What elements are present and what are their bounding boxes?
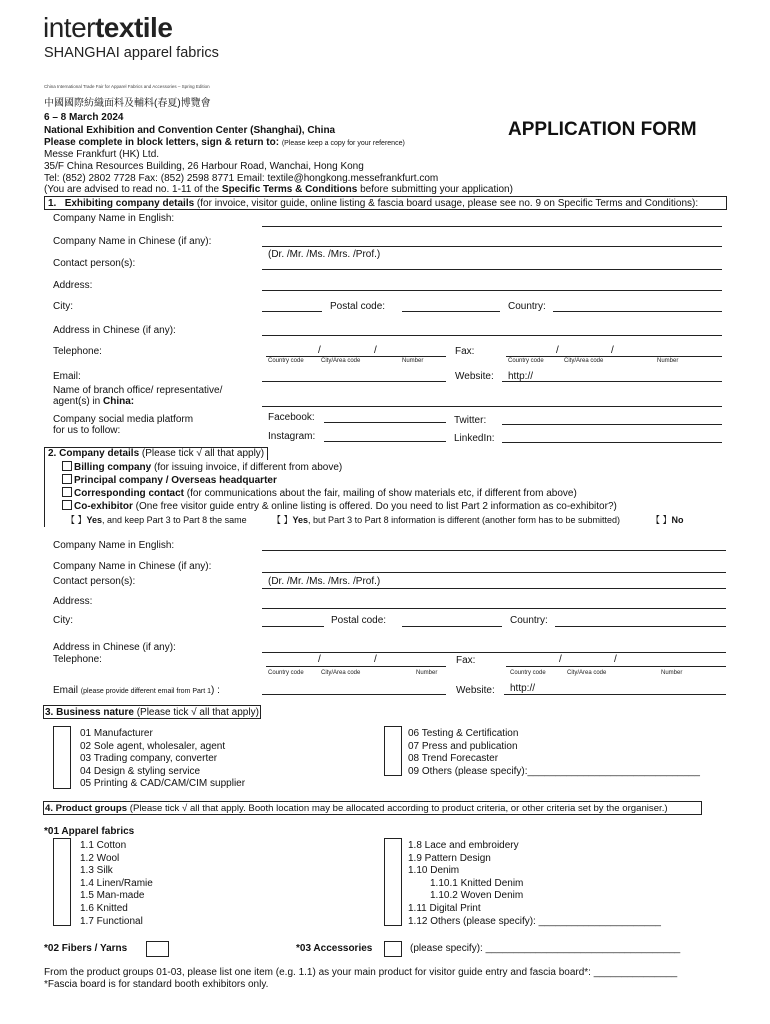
apparel-checkbox-column-right[interactable] [384, 838, 402, 926]
s2-label-fax: Fax: [456, 655, 476, 666]
business-04[interactable]: 04 Design & styling service [80, 765, 201, 777]
tel-slash-1: / [318, 345, 321, 356]
venue: National Exhibition and Convention Center (Shanghai), China [44, 125, 336, 136]
label-city: City: [53, 301, 73, 312]
product-1-5[interactable]: 1.5 Man-made [80, 890, 145, 902]
business-01[interactable]: 01 Manufacturer [80, 728, 153, 739]
s2-tel-area-code-hint: City/Area code [321, 670, 361, 676]
product-1-12[interactable]: 1.12 Others (please specify): ______________________ [408, 915, 661, 927]
s2-label-telephone: Telephone: [53, 654, 102, 665]
twitter-field[interactable] [502, 424, 722, 425]
company-en-field[interactable] [262, 226, 722, 227]
company-cn-field[interactable] [262, 246, 722, 247]
label-instagram: Instagram: [268, 431, 316, 442]
fax-slash-2: / [611, 345, 614, 356]
label-twitter: Twitter: [454, 415, 487, 426]
s2-salutation-hint: (Dr. /Mr. /Ms. /Mrs. /Prof.) [268, 576, 381, 587]
s2-website-prefix: http:// [510, 683, 536, 694]
fair-name-en: China International Trade Fair for Apparel Fabrics and Accessories – Spring Edition [44, 84, 210, 89]
s2-tel-number-hint: Number [416, 670, 438, 676]
fascia-note: *Fascia board is for standard booth exhibitors only. [44, 979, 269, 990]
product-1-10-2[interactable]: 1.10.2 Woven Denim [430, 890, 524, 902]
product-1-6[interactable]: 1.6 Knitted [80, 902, 128, 914]
section-4-title: 4. Product groups (Please tick √ all that apply. Booth location may be allocated according to product criteria, or other criteria set by the organiser.) [45, 803, 668, 814]
corresponding-checkbox[interactable] [62, 487, 72, 497]
s2-label-company-en: Company Name in English: [53, 540, 175, 551]
label-address: Address: [53, 280, 93, 291]
apparel-checkbox-column-left[interactable] [53, 838, 71, 926]
s2-tel-slash-2: / [374, 654, 377, 665]
product-1-9[interactable]: 1.9 Pattern Design [408, 852, 491, 864]
form-title: APPLICATION FORM [508, 119, 697, 140]
brand-tagline: SHANGHAI apparel fabrics [44, 45, 219, 61]
business-09[interactable]: 09 Others (please specify):_______________________________ [408, 765, 700, 777]
label-fax: Fax: [455, 346, 475, 357]
label-company-cn: Company Name in Chinese (if any): [53, 236, 212, 247]
label-contact: Contact person(s): [53, 258, 136, 269]
linkedin-field[interactable] [502, 442, 722, 443]
business-list-left [80, 728, 245, 791]
terms-advice: (You are advised to read no. 1-11 of the Specific Terms & Conditions before submitting your application) [44, 184, 513, 195]
fax-field[interactable] [506, 356, 722, 357]
s2-telephone-field[interactable] [266, 666, 446, 667]
accessories-specify[interactable]: (please specify): ___________________________________ [410, 943, 681, 954]
product-1-3[interactable]: 1.3 Silk [80, 865, 113, 877]
s2-contact-field[interactable] [262, 588, 726, 589]
label-facebook: Facebook: [268, 412, 315, 423]
website-prefix: http:// [508, 371, 534, 382]
s2-label-contact: Contact person(s): [53, 576, 136, 587]
billing-checkbox[interactable] [62, 461, 72, 471]
product-1-7[interactable]: 1.7 Functional [80, 915, 143, 927]
option-corresponding[interactable]: Corresponding contact (for communications about the fair, mailing of show materials etc, if different from above) [62, 487, 577, 499]
contact-field[interactable] [262, 269, 722, 270]
s2-city-field[interactable] [262, 626, 324, 627]
product-1-4[interactable]: 1.4 Linen/Ramie [80, 877, 153, 889]
s2-label-postal: Postal code: [331, 615, 387, 626]
fax-slash-1: / [556, 345, 559, 356]
fair-dates: 6 – 8 March 2024 [44, 112, 124, 123]
s2-email-field[interactable] [262, 694, 446, 695]
s2-postal-field[interactable] [402, 626, 502, 627]
s2-label-city: City: [53, 615, 73, 626]
s2-fax-field[interactable] [506, 666, 726, 667]
accessories-checkbox[interactable] [384, 941, 402, 957]
label-social-2: for us to follow: [53, 425, 121, 436]
brand-logo: intertextile [43, 12, 173, 43]
product-1-10[interactable]: 1.10 Denim [408, 865, 460, 877]
product-1-1[interactable]: 1.1 Cotton [80, 840, 127, 851]
business-checkbox-column-left[interactable] [53, 726, 71, 789]
label-linkedin: LinkedIn: [454, 433, 495, 444]
s2-label-website: Website: [456, 685, 495, 696]
section-2-title: 2. Company details (Please tick √ all that apply) [48, 448, 265, 459]
s2-fax-slash-2: / [614, 654, 617, 665]
organiser-contact: Tel: (852) 2802 7728 Fax: (852) 2598 8771 Email: textile@hongkong.messefrankfurt.com [44, 173, 439, 184]
postal-field[interactable] [402, 311, 500, 312]
s2-address-cn-field[interactable] [262, 652, 726, 653]
s2-company-cn-field[interactable] [262, 572, 726, 573]
s2-tel-slash-1: / [318, 654, 321, 665]
s2-company-en-field[interactable] [262, 550, 726, 551]
coexhibitor-yes-same[interactable]: 【 】Yes, and keep Part 3 to Part 8 the same [66, 515, 247, 525]
product-1-10-1[interactable]: 1.10.1 Knitted Denim [430, 877, 524, 889]
s2-fax-number-hint: Number [661, 670, 683, 676]
instagram-field[interactable] [324, 441, 446, 442]
coexhibitor-yes-different[interactable]: 【 】Yes, but Part 3 to Part 8 information is different (another form has to be submitted) [272, 515, 621, 525]
business-07[interactable]: 07 Press and publication [408, 740, 518, 752]
fax-area-code-hint: City/Area code [564, 358, 604, 364]
label-address-cn: Address in Chinese (if any): [53, 325, 176, 336]
coexhibitor-no[interactable]: 【 】No [651, 515, 684, 525]
section-1-title: 1. Exhibiting company details (for invoice, visitor guide, online listing & fascia board usage, please see no. 9 on Specific Terms and Conditions): [48, 198, 699, 209]
fax-country-code-hint: Country code [508, 358, 544, 364]
website-field[interactable] [502, 381, 722, 382]
fair-name-cn: 中國國際紡織面料及輔料(春夏)博覽會 [44, 98, 211, 109]
s2-fax-country-code-hint: Country code [510, 670, 546, 676]
email-field[interactable] [262, 381, 446, 382]
s2-label-address-cn: Address in Chinese (if any): [53, 642, 176, 653]
country-field[interactable] [553, 311, 722, 312]
label-branch-1: Name of branch office/ representative/ [53, 385, 223, 396]
product-1-8[interactable]: 1.8 Lace and embroidery [408, 840, 519, 851]
product-1-11[interactable]: 1.11 Digital Print [408, 902, 481, 914]
label-social-1: Company social media platform [53, 414, 194, 425]
label-website: Website: [455, 371, 494, 382]
option-coexhibitor[interactable]: Co-exhibitor (One free visitor guide entry & online listing is offered. Do you need to list Part 2 information as co-exhibitor?) [62, 500, 617, 512]
business-05[interactable]: 05 Printing & CAD/CAM/CIM supplier [80, 778, 246, 790]
tel-slash-2: / [374, 345, 377, 356]
apparel-list-right [408, 840, 661, 928]
label-telephone: Telephone: [53, 346, 102, 357]
business-03[interactable]: 03 Trading company, converter [80, 753, 218, 765]
option-billing[interactable]: Billing company (for issuing invoice, if different from above) [62, 461, 342, 473]
business-list-right [408, 728, 700, 778]
fibers-yarns-label: *02 Fibers / Yarns [44, 943, 128, 954]
s2-tel-country-code-hint: Country code [268, 670, 304, 676]
tel-area-code-hint: City/Area code [321, 358, 361, 364]
principal-checkbox[interactable] [62, 474, 72, 484]
s2-label-country: Country: [510, 615, 548, 626]
tel-number-hint: Number [402, 358, 424, 364]
product-1-2[interactable]: 1.2 Wool [80, 852, 120, 864]
coexhibitor-checkbox[interactable] [62, 500, 72, 510]
organiser-address: 35/F China Resources Building, 26 Harbour Road, Wanchai, Hong Kong [44, 161, 364, 172]
s2-label-company-cn: Company Name in Chinese (if any): [53, 561, 212, 572]
section-3-title: 3. Business nature (Please tick √ all that apply) [45, 707, 259, 718]
business-02[interactable]: 02 Sole agent, wholesaler, agent [80, 740, 226, 752]
organiser-name: Messe Frankfurt (HK) Ltd. [44, 149, 160, 160]
telephone-field[interactable] [266, 356, 446, 357]
branch-field[interactable] [262, 406, 722, 407]
salutation-hint: (Dr. /Mr. /Ms. /Mrs. /Prof.) [268, 249, 381, 260]
s2-label-address: Address: [53, 596, 93, 607]
business-06[interactable]: 06 Testing & Certification [408, 728, 519, 739]
s2-label-email: Email (please provide different email from Part 1) : [53, 685, 220, 696]
fibers-yarns-checkbox[interactable] [146, 941, 169, 957]
label-company-en: Company Name in English: [53, 213, 175, 224]
facebook-field[interactable] [324, 422, 446, 423]
apparel-list-left [80, 840, 153, 928]
label-branch-2: agent(s) in China: [53, 396, 135, 407]
main-product-line[interactable]: From the product groups 01-03, please list one item (e.g. 1.1) as your main product for visitor guide entry and fascia board*: _______________ [44, 967, 678, 978]
accessories-label: *03 Accessories [296, 943, 373, 954]
instructions: Please complete in block letters, sign & return to: (Please keep a copy for your reference) [44, 137, 405, 148]
address-cn-field[interactable] [262, 335, 722, 336]
city-field[interactable] [262, 311, 322, 312]
tel-country-code-hint: Country code [268, 358, 304, 364]
address-field[interactable] [262, 290, 722, 291]
s2-country-field[interactable] [555, 626, 726, 627]
fax-number-hint: Number [657, 358, 679, 364]
s2-website-field[interactable] [504, 694, 726, 695]
option-principal[interactable]: Principal company / Overseas headquarter [62, 474, 277, 486]
s2-address-field[interactable] [262, 608, 726, 609]
label-email: Email: [53, 371, 81, 382]
business-checkbox-column-right[interactable] [384, 726, 402, 776]
s2-fax-slash-1: / [559, 654, 562, 665]
apparel-fabrics-label: *01 Apparel fabrics [44, 826, 135, 837]
label-country: Country: [508, 301, 546, 312]
s2-fax-area-code-hint: City/Area code [567, 670, 607, 676]
label-postal: Postal code: [330, 301, 386, 312]
business-08[interactable]: 08 Trend Forecaster [408, 753, 499, 765]
